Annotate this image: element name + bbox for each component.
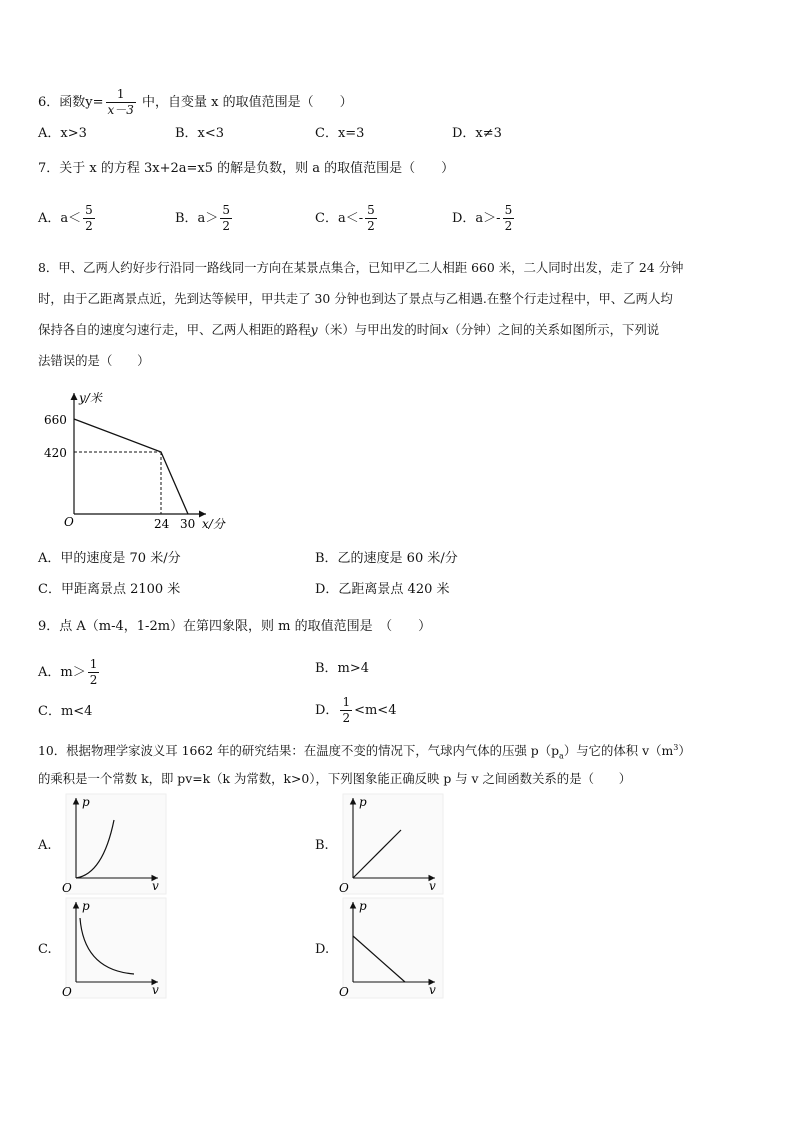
- q9-option-b[interactable]: B．m>4: [315, 661, 370, 676]
- q10-option-c-label[interactable]: C.: [38, 942, 52, 957]
- q8-tick-30: 30: [180, 517, 196, 531]
- q9-d-pre: D．: [315, 703, 339, 718]
- q8-tick-660: 660: [44, 413, 67, 427]
- q7-d-pre: D．a＞-: [452, 211, 501, 226]
- q6-frac-den: x－3: [107, 103, 134, 117]
- q7-c-pre: C．a＜-: [315, 211, 364, 226]
- q10-subscript: a: [559, 751, 564, 761]
- q10-graph-b[interactable]: [335, 792, 445, 897]
- q10-superscript: 3: [673, 743, 679, 752]
- q7-option-b[interactable]: [175, 203, 234, 234]
- q6-option-a[interactable]: A．x>3: [38, 126, 87, 141]
- q8-y-label: y/米: [79, 391, 102, 405]
- q7-d-num: 5: [504, 203, 513, 217]
- q8-graph-line: [74, 419, 188, 514]
- q7-c-fraction: [365, 203, 377, 234]
- q7-b-den: 2: [222, 219, 230, 233]
- q10-graph-d[interactable]: [335, 896, 445, 1001]
- q10-d-origin: O: [339, 985, 349, 999]
- q7-a-num: 5: [85, 203, 93, 217]
- q10-b-v-label: v: [429, 879, 436, 893]
- q10-line-1: [38, 738, 691, 767]
- q7-b-pre: B．a＞: [175, 211, 219, 226]
- q9-d-den: 2: [342, 711, 351, 725]
- q6-option-b[interactable]: B．x<3: [175, 126, 225, 141]
- q9-d-num: 1: [342, 695, 351, 709]
- q8-var-x: x: [441, 322, 449, 337]
- q8-origin: O: [64, 515, 74, 529]
- q7-option-a[interactable]: [38, 203, 97, 234]
- q10-d-v-label: v: [429, 983, 436, 997]
- q8-line-3: [38, 320, 758, 340]
- q10-line-2: 的乘积是一个常数 k，即 pv=k（k 为常数，k>0），下列图象能正确反映 p 与 v 之间函数关系的是（ ）: [38, 771, 632, 786]
- q6-stem-pre: 6．函数y=: [38, 95, 104, 110]
- q7-stem: 7．关于 x 的方程 3x+2a=x5 的解是负数，则 a 的取值范围是（ ）: [38, 161, 455, 176]
- q8-tick-24: 24: [154, 517, 170, 531]
- q10-a-p-label: p: [82, 795, 90, 809]
- q9-option-a[interactable]: [38, 657, 101, 688]
- q10-c-origin: O: [62, 985, 72, 999]
- q10-c-v-label: v: [152, 983, 159, 997]
- q10-option-a-label[interactable]: A.: [38, 838, 52, 853]
- q7-b-fraction: [220, 203, 232, 234]
- q7-a-fraction: [83, 203, 95, 234]
- q9-option-d[interactable]: [315, 695, 396, 726]
- q8-option-d[interactable]: D．乙距离景点 420 米: [315, 582, 450, 597]
- q8-option-b[interactable]: B．乙的速度是 60 米/分: [315, 551, 458, 566]
- q8-line-3b: （米）与甲出发的时间: [317, 322, 442, 337]
- q10-a-v-label: v: [152, 879, 159, 893]
- q7-option-c[interactable]: [315, 203, 379, 234]
- q10-b-p-label: p: [359, 795, 367, 809]
- q9-a-num: 1: [89, 657, 98, 671]
- q8-line-3c: （分钟）之间的关系如图所示，下列说: [448, 322, 660, 337]
- q8-line-3a: 保持各自的速度匀速行走，甲、乙两人相距的路程: [38, 322, 311, 337]
- q9-stem: 9．点 A（m-4，1-2m）在第四象限，则 m 的取值范围是 （ ）: [38, 619, 432, 634]
- q10-graph-a[interactable]: [58, 792, 168, 897]
- q9-d-fraction: [340, 695, 352, 726]
- q7-a-den: 2: [85, 219, 93, 233]
- q10-d-p-label: p: [359, 899, 367, 913]
- q8-line-4: 法错误的是（ ）: [38, 353, 150, 368]
- q7-a-pre: A．a＜: [38, 211, 82, 226]
- q8-line-2: 时，由于乙距离景点近，先到达等候甲，甲共走了 30 分钟也到达了景点与乙相遇.在整个行走过程中，甲、乙两人均: [38, 291, 673, 306]
- q9-a-den: 2: [89, 673, 98, 687]
- q7-c-num: 5: [367, 203, 375, 217]
- q7-b-num: 5: [222, 203, 230, 217]
- q6-option-c[interactable]: C．x=3: [315, 126, 365, 141]
- q9-a-fraction: [88, 657, 100, 688]
- q8-option-c[interactable]: C．甲距离景点 2100 米: [38, 582, 181, 597]
- q6-stem: [38, 87, 353, 118]
- q10-c-p-label: p: [82, 899, 90, 913]
- q6-frac-num: 1: [106, 87, 136, 103]
- q9-d-post: <m<4: [354, 703, 397, 718]
- q10-line-1a: 10．根据物理学家波义耳 1662 年的研究结果：在温度不变的情况下，气球内气体的压强 p（p: [38, 743, 560, 759]
- q9-a-pre: A．m＞: [38, 665, 86, 680]
- q8-distance-time-graph: [30, 385, 240, 535]
- q6-fraction: [106, 87, 136, 118]
- q6-stem-post: 中，自变量 x 的取值范围是（ ）: [137, 95, 353, 110]
- q7-d-den: 2: [504, 219, 513, 233]
- q7-d-fraction: [503, 203, 515, 234]
- q9-option-c[interactable]: C．m<4: [38, 704, 93, 719]
- q8-var-y: y: [310, 322, 318, 337]
- q8-x-label: x/分: [202, 517, 225, 531]
- q10-b-origin: O: [339, 881, 349, 895]
- q10-graph-c[interactable]: [58, 896, 168, 1001]
- q6-option-d[interactable]: D．x≠3: [452, 126, 502, 141]
- q10-a-origin: O: [62, 881, 72, 895]
- q10-line-1c: ）: [678, 743, 691, 759]
- q10-option-d-label[interactable]: D.: [315, 942, 330, 957]
- q8-tick-420: 420: [44, 446, 67, 460]
- q10-line-1b: ）与它的体积 v（m: [563, 743, 674, 759]
- q8-option-a[interactable]: A．甲的速度是 70 米/分: [38, 551, 181, 566]
- q8-line-1: 8．甲、乙两人约好步行沿同一路线同一方向在某景点集合，已知甲乙二人相距 660 米，二人同时出发，走了 24 分钟: [38, 260, 684, 275]
- q7-option-d[interactable]: [452, 203, 516, 234]
- q7-c-den: 2: [367, 219, 375, 233]
- q10-option-b-label[interactable]: B.: [315, 838, 329, 853]
